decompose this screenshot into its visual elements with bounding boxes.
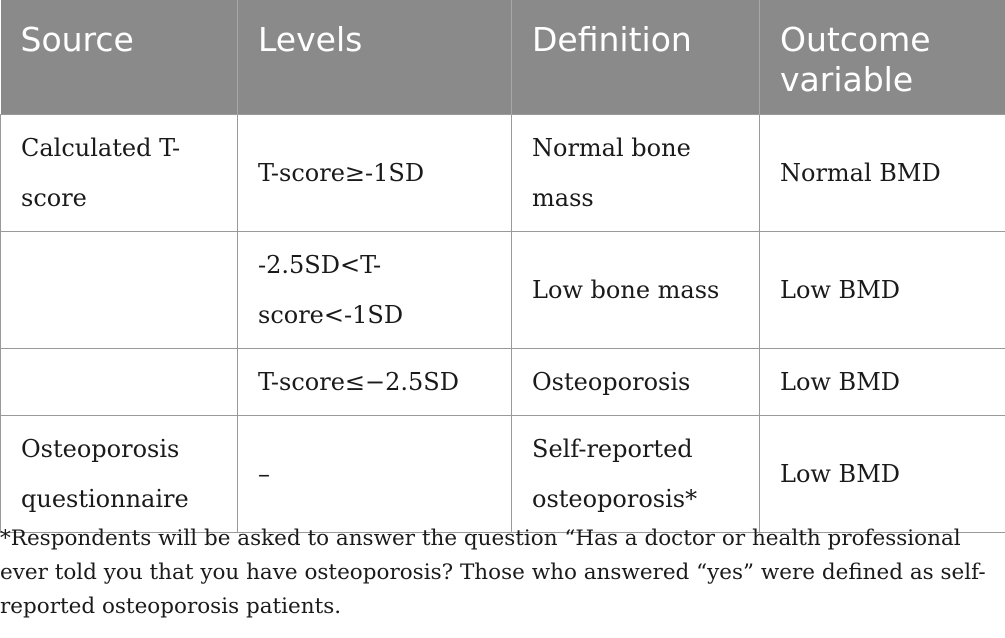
cell-outcome: Low BMD xyxy=(760,349,1005,416)
table-row xyxy=(1,349,1005,416)
cell-outcome: Low BMD xyxy=(760,416,1005,533)
header-outcome-variable: Outcome variable xyxy=(760,0,1005,115)
cell-definition: Self-reported osteoporosis* xyxy=(512,416,760,533)
cell-source: Calculated T-score xyxy=(1,115,238,232)
table-header-row xyxy=(1,0,1005,115)
header-levels: Levels xyxy=(238,0,512,115)
header-source: Source xyxy=(1,0,238,115)
table-footnote xyxy=(0,522,1005,624)
cell-levels: -2.5SD<T-score<-1SD xyxy=(238,232,512,349)
cell-definition: Osteoporosis xyxy=(512,349,760,416)
cell-definition: Normal bone mass xyxy=(512,115,760,232)
cell-levels: T-score≥-1SD xyxy=(238,115,512,232)
table-row xyxy=(1,115,1005,232)
header-definition: Definition xyxy=(512,0,760,115)
footnote-text: *Respondents will be asked to answer the question “Has a doctor or health professional ever told you that you have osteoporosis? Those who answered “yes” were defined as self-reported osteoporosis patients. xyxy=(0,526,986,619)
cell-outcome: Low BMD xyxy=(760,232,1005,349)
cell-outcome: Normal BMD xyxy=(760,115,1005,232)
table-row xyxy=(1,232,1005,349)
cell-source xyxy=(1,232,238,349)
cell-source: Osteoporosis questionnaire xyxy=(1,416,238,533)
cell-levels: – xyxy=(238,416,512,533)
cell-definition: Low bone mass xyxy=(512,232,760,349)
cell-source xyxy=(1,349,238,416)
cell-levels: T-score≤−2.5SD xyxy=(238,349,512,416)
table-row xyxy=(1,416,1005,533)
